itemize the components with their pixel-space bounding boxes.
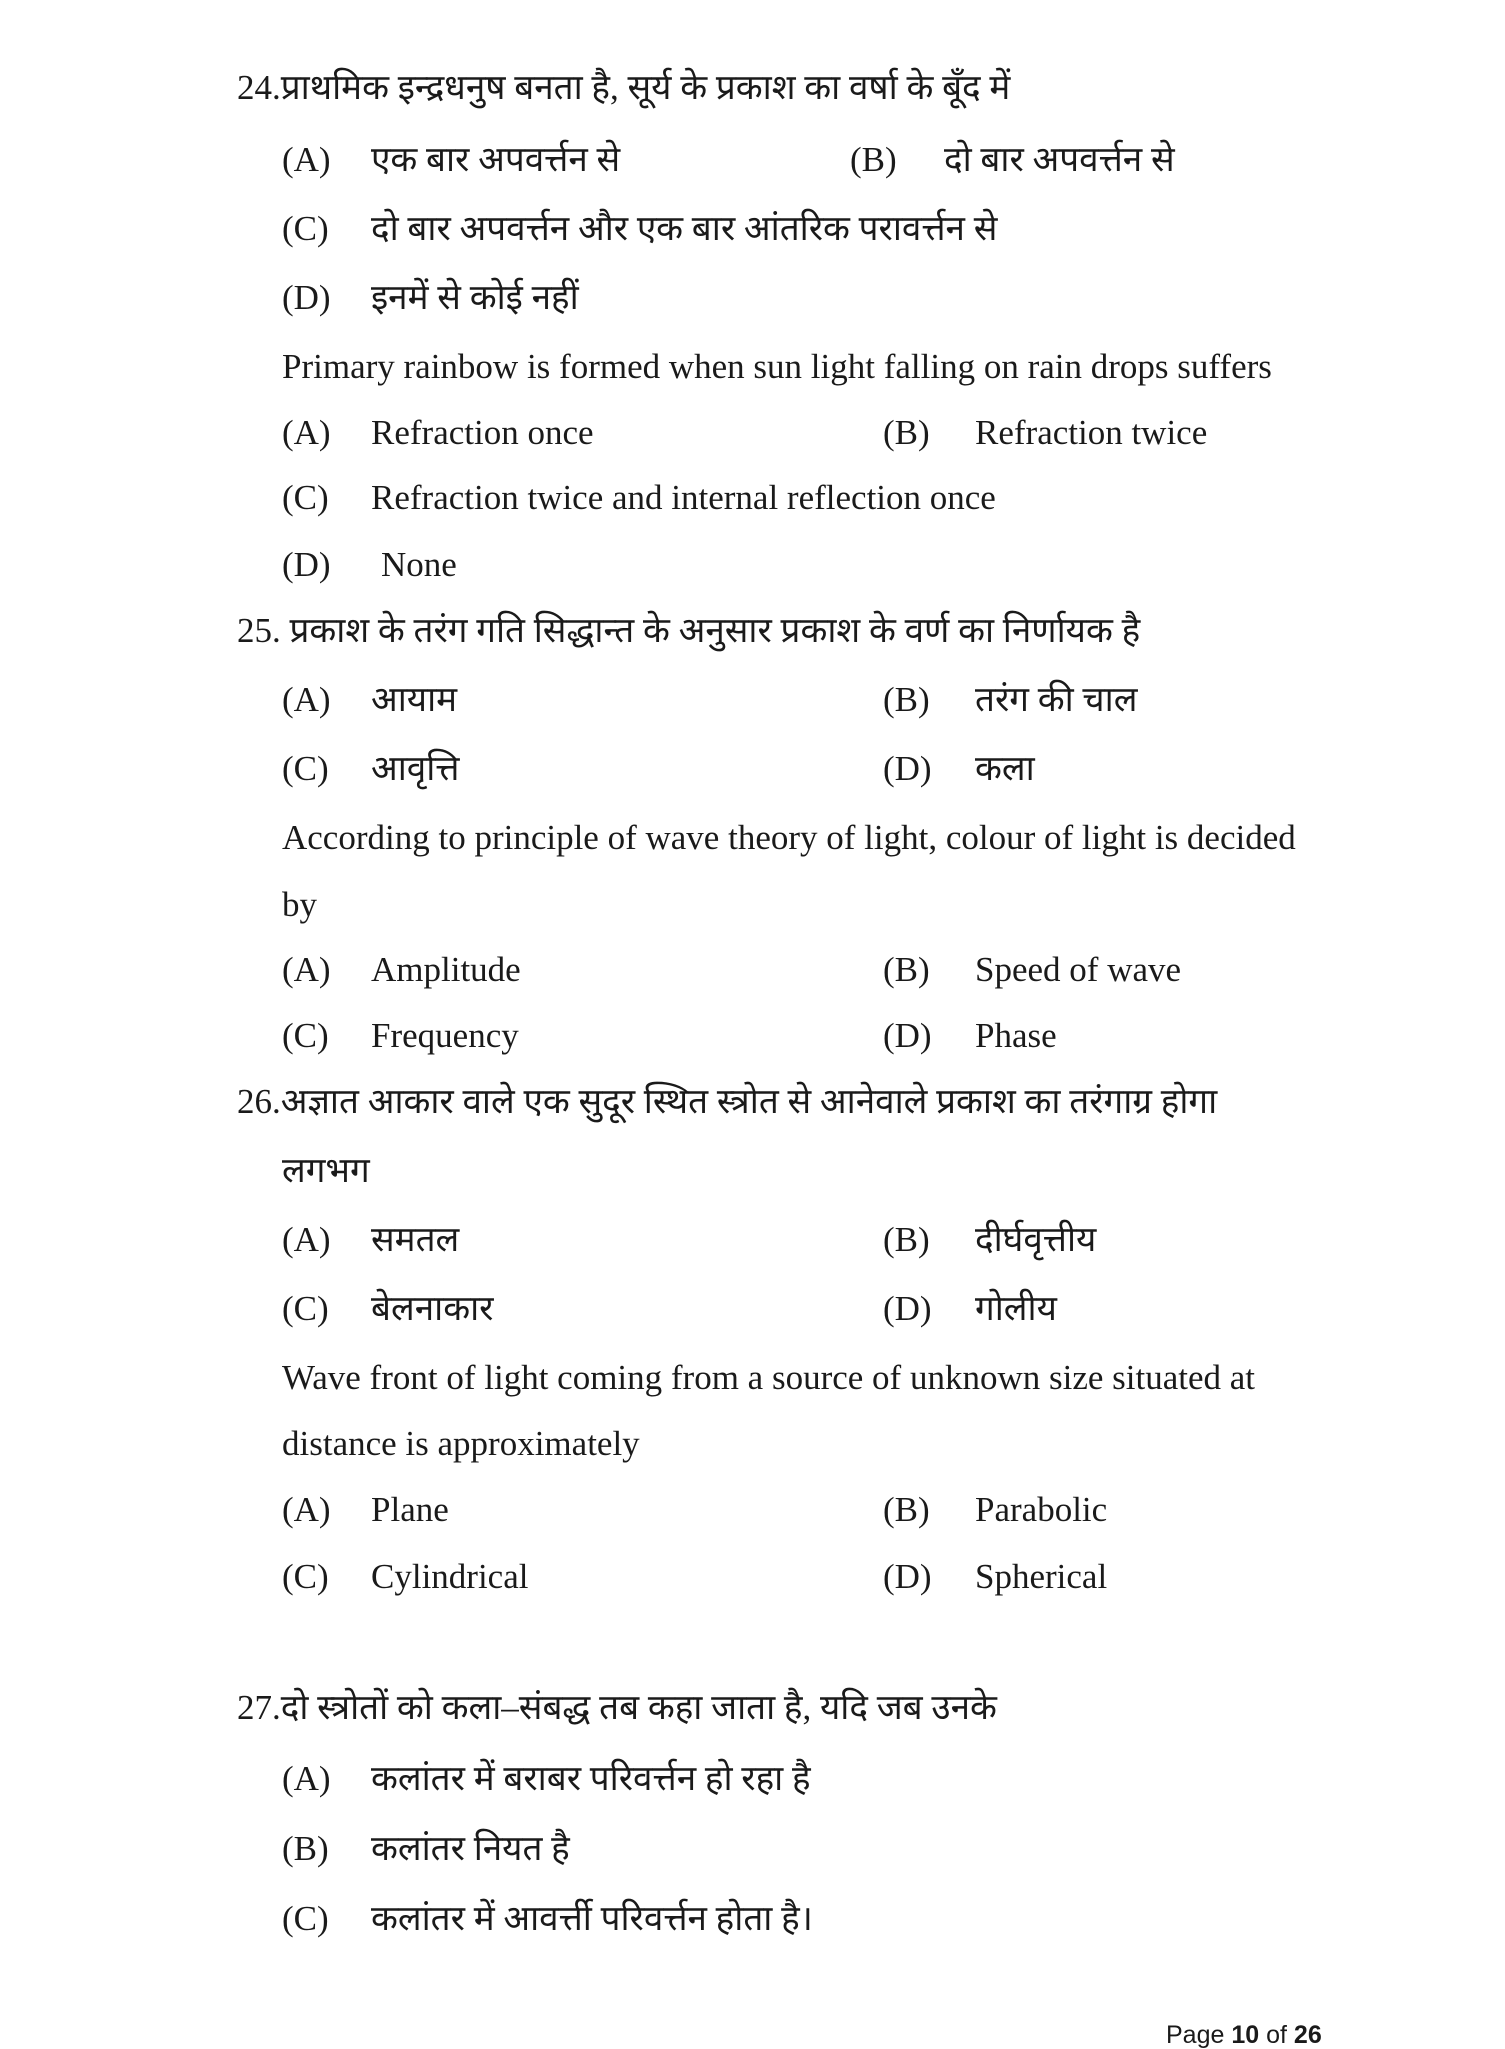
q25-hi-option-a-label: (A) [282, 680, 331, 719]
q26-en-option-d-text: Spherical [975, 1557, 1108, 1596]
q25-hindi-stem: 25. प्रकाश के तरंग गति सिद्धान्त के अनुसार प्रकाश के वर्ण का निर्णायक है [237, 611, 1141, 650]
q26-en-option-b-label: (B) [883, 1490, 930, 1529]
page-number-footer [1166, 2023, 1322, 2048]
q26-hi-option-b-text: दीर्घवृत्तीय [975, 1220, 1097, 1259]
q25-hi-option-d-label: (D) [883, 749, 932, 788]
q24-hi-option-c-text: दो बार अपवर्त्तन और एक बार आंतरिक परावर्त्तन से [371, 209, 998, 248]
q26-hi-option-d-text: गोलीय [975, 1289, 1057, 1328]
q26-en-option-c-label: (C) [282, 1557, 329, 1596]
q27-hi-option-a-label: (A) [282, 1759, 331, 1798]
current-page-number: 10 [1231, 2021, 1260, 2049]
q26-hi-option-d-label: (D) [883, 1289, 932, 1328]
q25-english-stem-line1: According to principle of wave theory of light, colour of light is decided [282, 818, 1296, 857]
page-word: Page [1166, 2021, 1225, 2049]
q26-en-option-b-text: Parabolic [975, 1490, 1108, 1529]
q27-hi-option-a-text: कलांतर में बराबर परिवर्त्तन हो रहा है [371, 1759, 811, 1798]
q25-en-option-b-label: (B) [883, 950, 930, 989]
q25-hi-option-b-label: (B) [883, 680, 930, 719]
q26-en-option-a-text: Plane [371, 1490, 449, 1529]
q25-en-option-d-label: (D) [883, 1016, 932, 1055]
q25-en-option-c-label: (C) [282, 1016, 329, 1055]
q27-hi-option-c-text: कलांतर में आवर्त्ती परिवर्त्तन होता है। [371, 1899, 813, 1938]
q26-english-stem-line1: Wave front of light coming from a source of unknown size situated at [282, 1358, 1256, 1397]
q26-hi-option-c-text: बेलनाकार [371, 1289, 494, 1328]
q26-en-option-d-label: (D) [883, 1557, 932, 1596]
of-word: of [1266, 2021, 1287, 2049]
q24-en-option-d-label: (D) [282, 545, 331, 584]
q25-en-option-a-text: Amplitude [371, 950, 521, 989]
q26-hi-option-b-label: (B) [883, 1220, 930, 1259]
q24-en-option-c-text: Refraction twice and internal reflection once [371, 478, 996, 517]
q27-hi-option-b-text: कलांतर नियत है [371, 1829, 570, 1868]
q25-en-option-b-text: Speed of wave [975, 950, 1182, 989]
q24-en-option-b-label: (B) [883, 413, 930, 452]
q25-hi-option-c-label: (C) [282, 749, 329, 788]
total-pages-number: 26 [1293, 2021, 1322, 2049]
q25-hi-option-a-text: आयाम [371, 680, 458, 719]
q26-hi-option-c-label: (C) [282, 1289, 329, 1328]
q24-hi-option-a-label: (A) [282, 140, 331, 179]
q27-hi-option-b-label: (B) [282, 1829, 329, 1868]
q27-hi-option-c-label: (C) [282, 1899, 329, 1938]
q24-english-stem: Primary rainbow is formed when sun light falling on rain drops suffers [282, 347, 1272, 386]
q24-en-option-a-text: Refraction once [371, 413, 594, 452]
q24-en-option-c-label: (C) [282, 478, 329, 517]
q24-hi-option-b-label: (B) [850, 140, 897, 179]
q24-en-option-a-label: (A) [282, 413, 331, 452]
q24-hi-option-c-label: (C) [282, 209, 329, 248]
q26-hi-option-a-text: समतल [371, 1220, 460, 1259]
q26-hindi-stem-line1: 26.अज्ञात आकार वाले एक सुदूर स्थित स्त्रोत से आनेवाले प्रकाश का तरंगाग्र होगा [237, 1082, 1218, 1121]
q27-hindi-stem: 27.दो स्त्रोतों को कला–संबद्ध तब कहा जाता है, यदि जब उनके [237, 1688, 997, 1727]
q26-en-option-a-label: (A) [282, 1490, 331, 1529]
q24-en-option-d-text: None [381, 545, 457, 584]
q25-en-option-a-label: (A) [282, 950, 331, 989]
q24-hi-option-a-text: एक बार अपवर्त्तन से [371, 140, 621, 179]
q25-hi-option-d-text: कला [975, 749, 1035, 788]
q24-hi-option-d-label: (D) [282, 278, 331, 317]
q24-hi-option-d-text: इनमें से कोई नहीं [371, 278, 579, 317]
q25-hi-option-c-text: आवृत्ति [371, 749, 460, 788]
q26-hi-option-a-label: (A) [282, 1220, 331, 1259]
q25-hi-option-b-text: तरंग की चाल [975, 680, 1138, 719]
q25-en-option-c-text: Frequency [371, 1016, 519, 1055]
q24-en-option-b-text: Refraction twice [975, 413, 1208, 452]
q25-english-stem-line2: by [282, 885, 317, 924]
q24-hindi-stem: 24.प्राथमिक इन्द्रधनुष बनता है, सूर्य के प्रकाश का वर्षा के बूँद में [237, 68, 1011, 107]
q26-hindi-stem-line2: लगभग [282, 1151, 370, 1190]
q26-english-stem-line2: distance is approximately [282, 1424, 640, 1463]
q25-en-option-d-text: Phase [975, 1016, 1057, 1055]
q26-en-option-c-text: Cylindrical [371, 1557, 529, 1596]
q24-hi-option-b-text: दो बार अपवर्त्तन से [944, 140, 1175, 179]
